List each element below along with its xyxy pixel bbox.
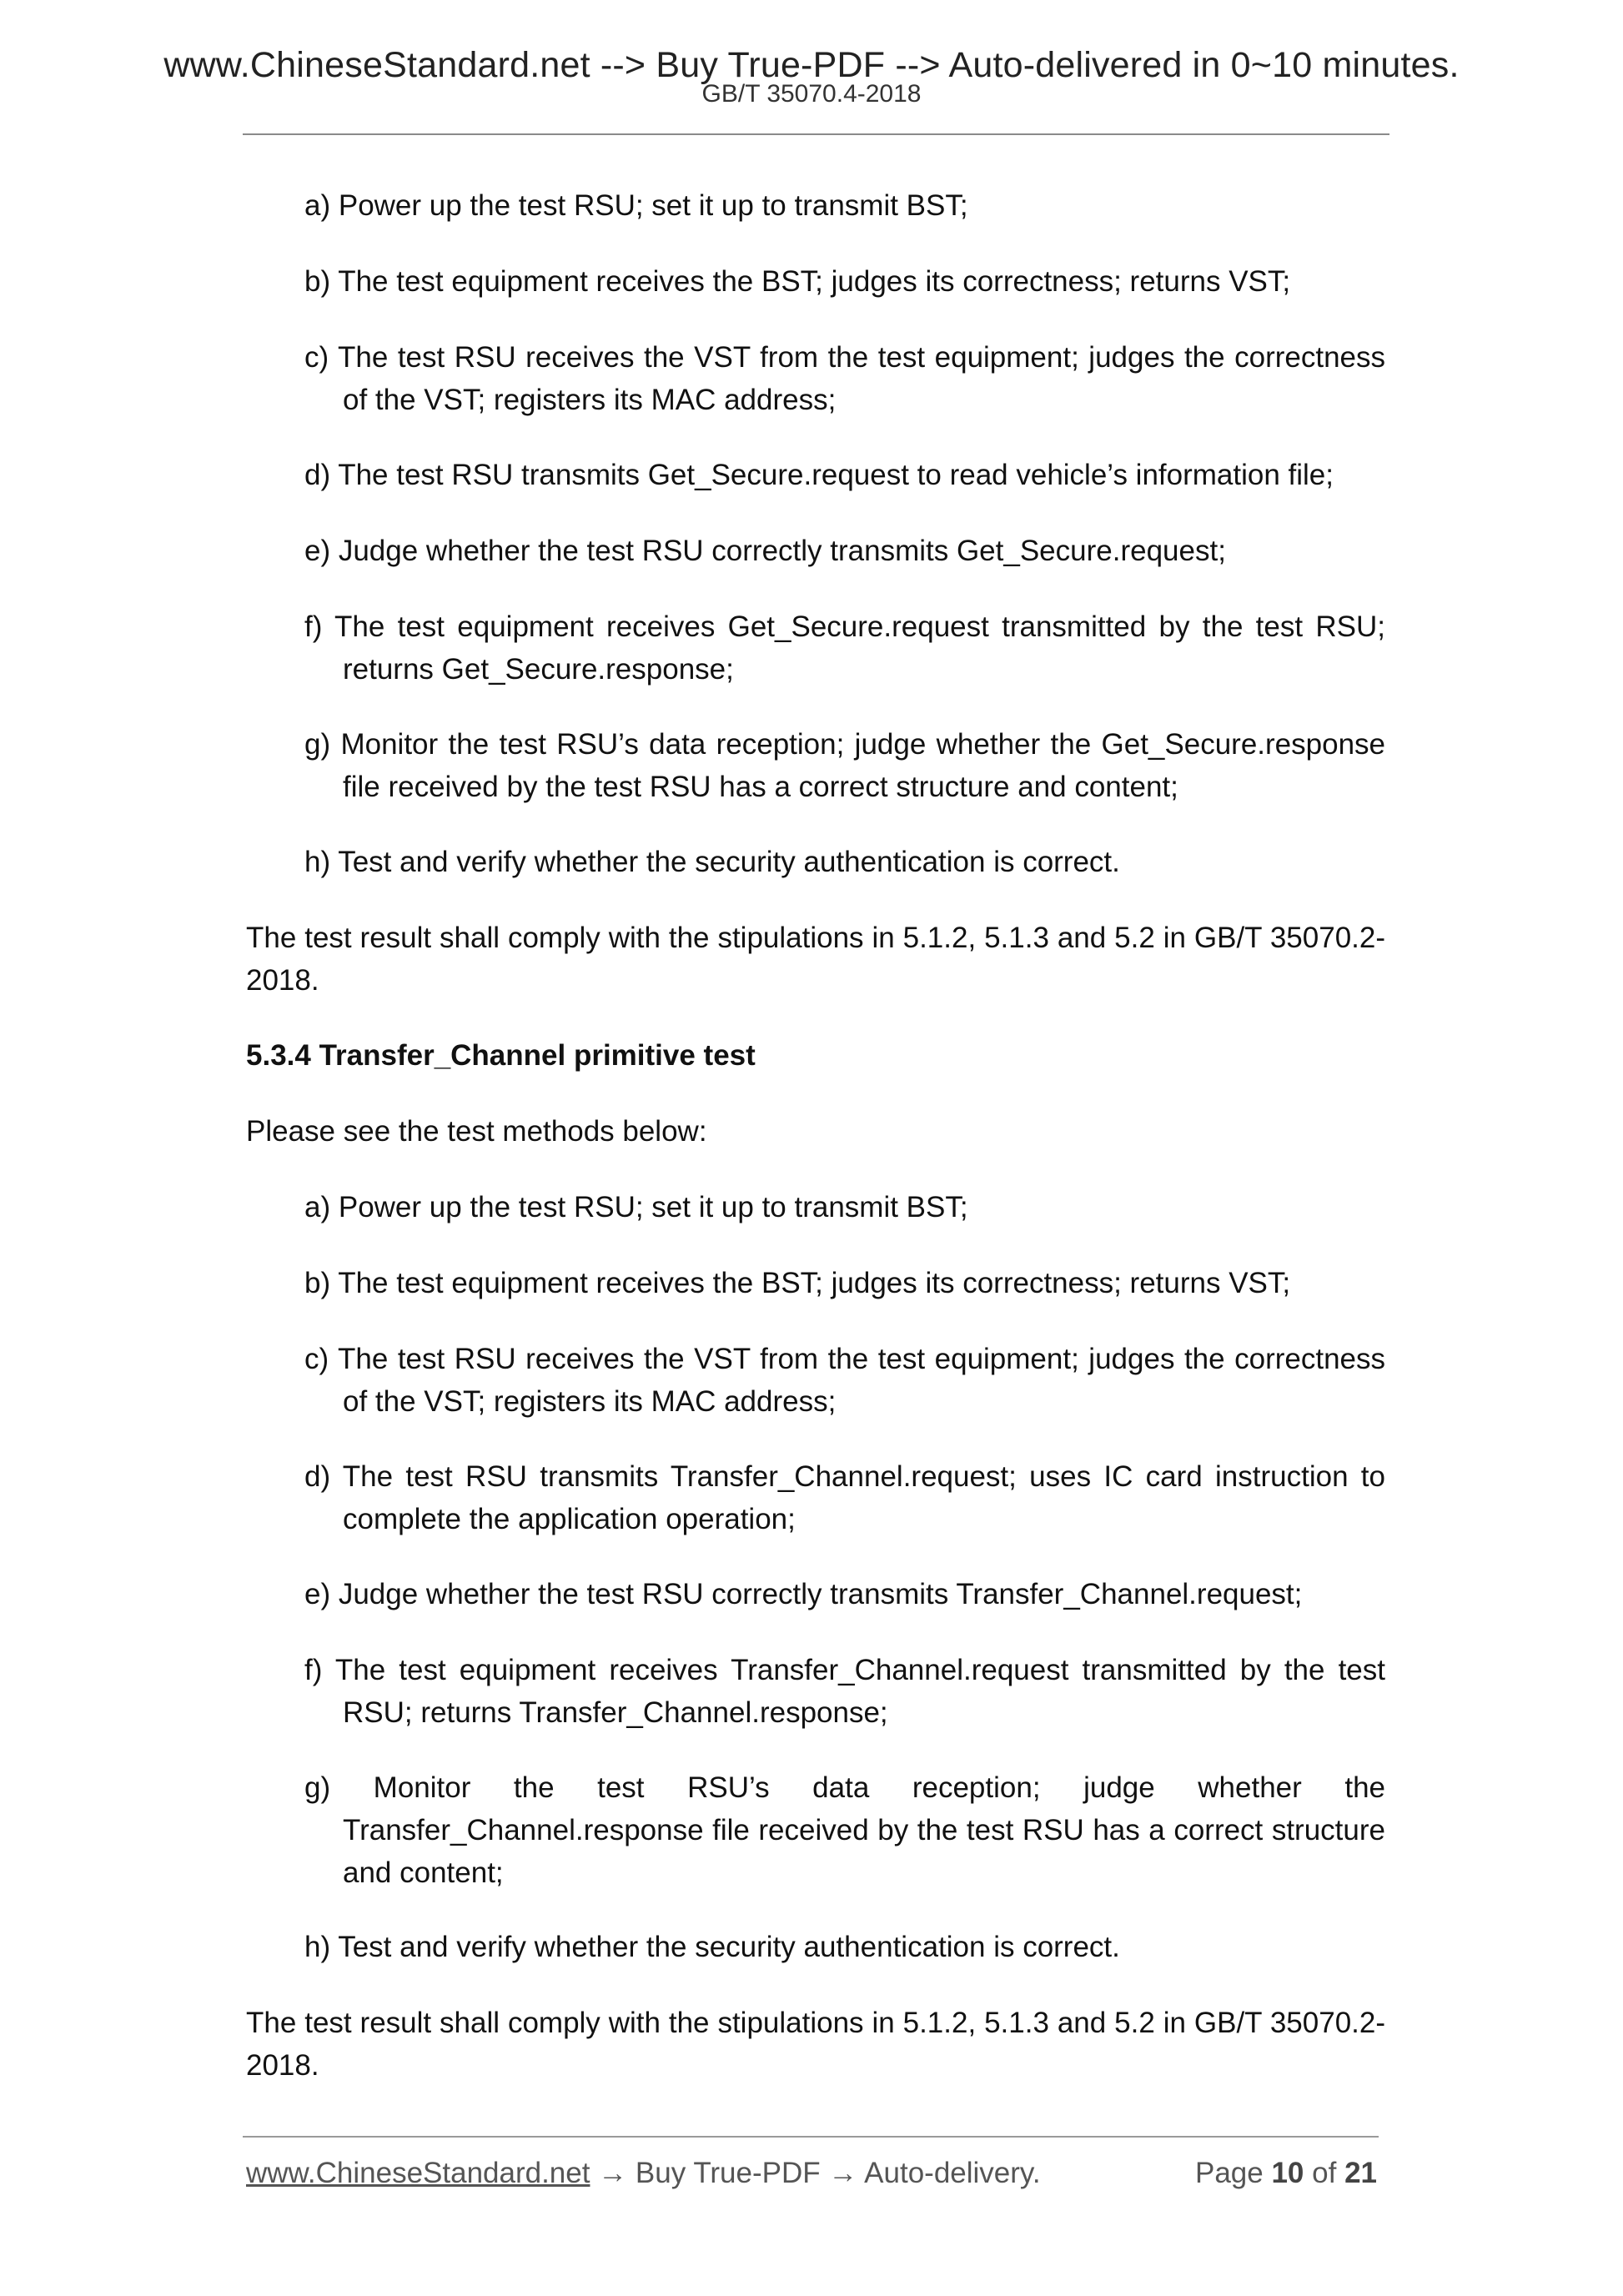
list-item: b) The test equipment receives the BST; judges its correctness; returns VST; bbox=[304, 265, 1291, 298]
list-item: b) The test equipment receives the BST; judges its correctness; returns VST; bbox=[304, 1267, 1291, 1299]
list-item: c) The test RSU receives the VST from the test equipment; judges the correctness of the VST; registers its MAC address; bbox=[304, 1343, 1385, 1418]
list-item: a) Power up the test RSU; set it up to transmit BST; bbox=[304, 189, 968, 222]
of-label: of bbox=[1312, 2157, 1337, 2189]
list-item: d) The test RSU transmits Transfer_Channel.request; uses IC card instruction to complete the application operation; bbox=[304, 1460, 1385, 1535]
test-result-paragraph: The test result shall comply with the stipulations in 5.1.2, 5.1.3 and 5.2 in GB/T 35070.2-2018. bbox=[246, 2007, 1385, 2082]
section-heading: 5.3.4 Transfer_Channel primitive test bbox=[246, 1039, 756, 1072]
list-item: c) The test RSU receives the VST from the test equipment; judges the correctness of the VST; registers its MAC address; bbox=[304, 341, 1385, 416]
page-number: 10 bbox=[1271, 2157, 1304, 2189]
footer-divider bbox=[243, 2136, 1379, 2138]
site-link[interactable]: www.ChineseStandard.net bbox=[246, 2157, 590, 2189]
list-item: f) The test equipment receives Get_Secure.request transmitted by the test RSU; returns Get_Secure.response; bbox=[304, 610, 1385, 686]
page-indicator bbox=[1195, 2154, 1377, 2193]
footer-left bbox=[246, 2154, 1041, 2193]
intro-paragraph: Please see the test methods below: bbox=[246, 1115, 707, 1148]
list-item: a) Power up the test RSU; set it up to transmit BST; bbox=[304, 1191, 968, 1223]
standard-code: GB/T 35070.4-2018 bbox=[701, 80, 922, 108]
footer-tail: → Buy True-PDF → Auto-delivery. bbox=[590, 2157, 1041, 2189]
list-item: g) Monitor the test RSU’s data reception; judge whether the Get_Secure.response file received by the test RSU has a correct structure and content; bbox=[304, 728, 1385, 803]
list-item: h) Test and verify whether the security authentication is correct. bbox=[304, 1931, 1120, 1963]
list-item: g) Monitor the test RSU’s data reception; judge whether the Transfer_Channel.response file received by the test RSU has a correct structure and content; bbox=[304, 1771, 1385, 1889]
list-item: f) The test equipment receives Transfer_Channel.request transmitted by the test RSU; returns Transfer_Channel.response; bbox=[304, 1654, 1385, 1729]
list-item: h) Test and verify whether the security authentication is correct. bbox=[304, 846, 1120, 878]
page-label: Page bbox=[1194, 2157, 1264, 2189]
page-total: 21 bbox=[1344, 2157, 1377, 2189]
list-item: d) The test RSU transmits Get_Secure.request to read vehicle’s information file; bbox=[304, 459, 1334, 491]
site-banner: www.ChineseStandard.net --> Buy True-PDF --> Auto-delivered in 0~10 minutes. bbox=[163, 45, 1460, 85]
test-result-paragraph: The test result shall comply with the stipulations in 5.1.2, 5.1.3 and 5.2 in GB/T 35070.2-2018. bbox=[246, 922, 1385, 997]
list-item: e) Judge whether the test RSU correctly transmits Transfer_Channel.request; bbox=[304, 1578, 1303, 1610]
list-item: e) Judge whether the test RSU correctly transmits Get_Secure.request; bbox=[304, 535, 1226, 567]
